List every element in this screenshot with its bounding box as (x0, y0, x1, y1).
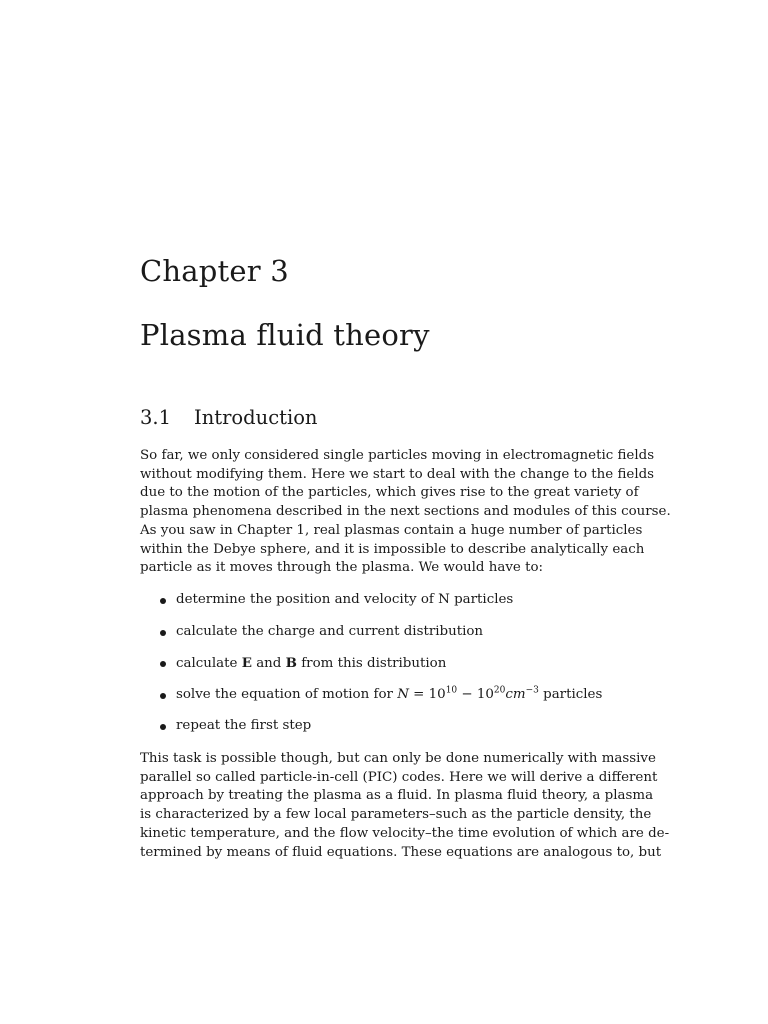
paragraph-line: is characterized by a few local parameters–such as the particle density, the (140, 807, 652, 823)
steps-list (140, 592, 628, 750)
paragraph-line: parallel so called particle-in-cell (PIC) codes. Here we will derive a different (140, 769, 658, 785)
list-item-text: calculate the charge and current distribution (176, 623, 484, 639)
paragraph-line: within the Debye sphere, and it is impossible to describe analytically each (140, 541, 645, 557)
list-item-text: repeat the first step (176, 718, 312, 733)
list-item-text: solve the equation of motion for $N = 10^{10} - 10^{20}cm^{-3}$ particles (176, 685, 603, 702)
closing-paragraph (140, 750, 670, 862)
bullet-icon (160, 693, 166, 699)
paragraph-line: plasma phenomena described in the next sections and modules of this course. (140, 504, 671, 520)
paragraph-line: As you saw in Chapter 1, real plasmas contain a huge number of particles (140, 522, 643, 538)
paragraph-line: without modifying them. Here we start to deal with the change to the fields (140, 466, 655, 482)
paragraph-line: termined by means of fluid equations. These equations are analogous to, but (140, 844, 662, 860)
section-number: 3.1 (140, 406, 172, 429)
equation: N (397, 686, 409, 702)
section-heading (140, 406, 318, 429)
paragraph-line: due to the motion of the particles, which gives rise to the great variety of (140, 485, 639, 501)
section-title: Introduction (194, 406, 318, 429)
list-item (140, 592, 628, 624)
list-item (140, 624, 628, 656)
paragraph-line: This task is possible though, but can only be done numerically with massive (140, 751, 656, 766)
bullet-icon (160, 724, 166, 730)
list-item-text: determine the position and velocity of N particles (176, 592, 514, 607)
paragraph-line: kinetic temperature, and the flow velocity–the time evolution of which are de- (140, 825, 670, 841)
chapter-label: Chapter 3 (140, 254, 289, 288)
paragraph-line: particle as it moves through the plasma. We would have to: (140, 560, 544, 576)
list-item (140, 718, 628, 750)
list-item-text: calculate E and B from this distribution (176, 655, 447, 671)
electric-field-symbol: E (241, 655, 252, 671)
bullet-icon (160, 630, 166, 636)
paragraph-line: So far, we only considered single particles moving in electromagnetic fields (140, 448, 655, 463)
magnetic-field-symbol: B (285, 655, 297, 671)
paragraph-line: approach by treating the plasma as a fluid. In plasma fluid theory, a plasma (140, 788, 654, 804)
intro-paragraph (140, 447, 671, 578)
bullet-icon (160, 661, 166, 667)
list-item (140, 655, 628, 687)
chapter-title: Plasma fluid theory (140, 318, 430, 352)
bullet-icon (160, 598, 166, 604)
list-item (140, 687, 628, 719)
